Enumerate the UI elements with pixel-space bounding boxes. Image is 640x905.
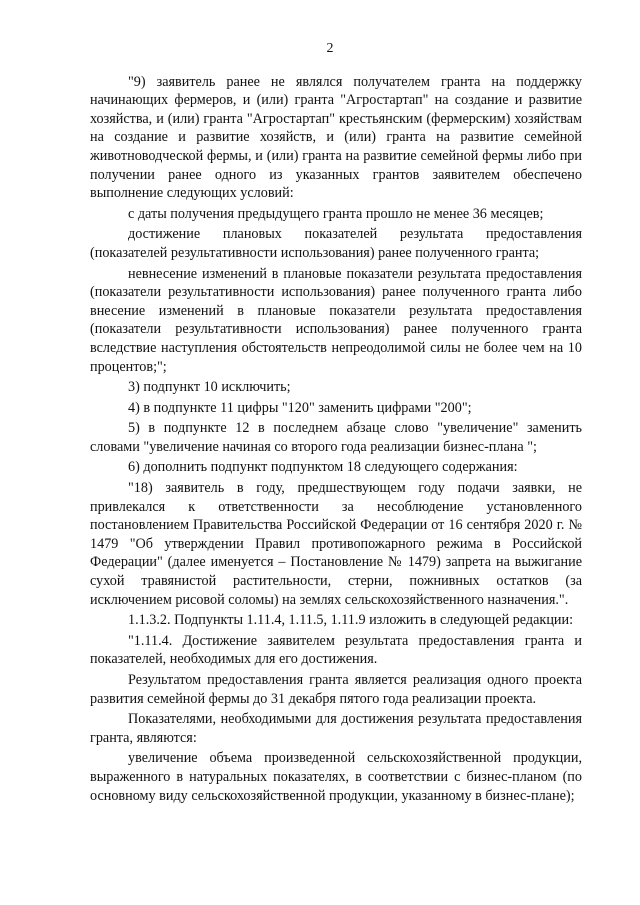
paragraph-amend-3: 3) подпункт 10 исключить; — [128, 379, 291, 396]
paragraph-amend-6: 6) дополнить подпункт подпунктом 18 следующего содержания: — [128, 459, 518, 476]
page-number: 2 — [326, 41, 334, 56]
paragraph-condition-indicators: достижение плановых показателей результата предоставления (показателей результативности использования) ранее полученного гранта; — [90, 226, 582, 261]
paragraph-section-1-1-3-2: 1.1.3.2. Подпункты 1.11.4, 1.11.5, 1.11.9 изложить в следующей редакции: — [128, 612, 574, 629]
paragraph-amend-4: 4) в подпункте 11 цифры "120" заменить цифрами "200"; — [128, 399, 472, 416]
paragraph-indicators-intro: Показателями, необходимыми для достижения результата предоставления гранта, являются: — [90, 711, 582, 746]
paragraph-item-9: "9) заявитель ранее не являлся получателем гранта на поддержку начинающих фермеров, и (или) гранта "Агростартап" на создание и развитие хозяйства, и (или) гранта "Агростартап" крестьянским (фермерским) хозяйствам на создание и развитие хозяйств, и (или) гранта на развитие семейной животноводческой фермы, и (или) гранта на развитие семейной фермы либо при получении ранее одного из указанных грантов заявителем обеспечено выполнение следующих условий: — [90, 73, 582, 202]
paragraph-amend-5: 5) в подпункте 12 в последнем абзаце слово "увеличение" заменить словами "увеличение начиная со второго года реализации бизнес-плана "; — [90, 420, 582, 455]
paragraph-1-11-4: "1.11.4. Достижение заявителем результата предоставления гранта и показателей, необходимых для его достижения. — [90, 632, 582, 668]
paragraph-result: Результатом предоставления гранта является реализация одного проекта развития семейной фермы до 31 декабря пятого года реализации проекта. — [90, 672, 582, 707]
document-page — [90, 40, 582, 807]
paragraph-condition-no-changes: невнесение изменений в плановые показатели результата предоставления (показатели результативности использования) ранее полученного гранта либо внесение изменений в плановые показатели результата предоставления (показатели результативности использования) ранее полученного гранта вследствие наступления обстоятельств непреодолимой силы не более чем на 10 процентов;"; — [90, 265, 582, 375]
paragraph-condition-36-months: с даты получения предыдущего гранта прошло не менее 36 месяцев; — [128, 205, 544, 222]
paragraph-item-18: "18) заявитель в году, предшествующем году подачи заявки, не привлекался к ответственности за несоблюдение установленного постановлением Правительства Российской Федерации от 16 сентября 2020 г. № 1479 "Об утверждении Правил противопожарного режима в Российской Федерации" (далее именуется – Постановление № 1479) запрета на выжигание сухой травянистой растительности, стерни, пожнивных остатков (за исключением рисовой соломы) на землях сельскохозяйственного назначения.". — [90, 480, 582, 608]
paragraph-volume-increase: увеличение объема произведенной сельскохозяйственной продукции, выраженного в натуральных показателях, в соответствии с бизнес-планом (по основному виду сельскохозяйственной продукции, указанному в бизнес-плане); — [90, 750, 582, 804]
